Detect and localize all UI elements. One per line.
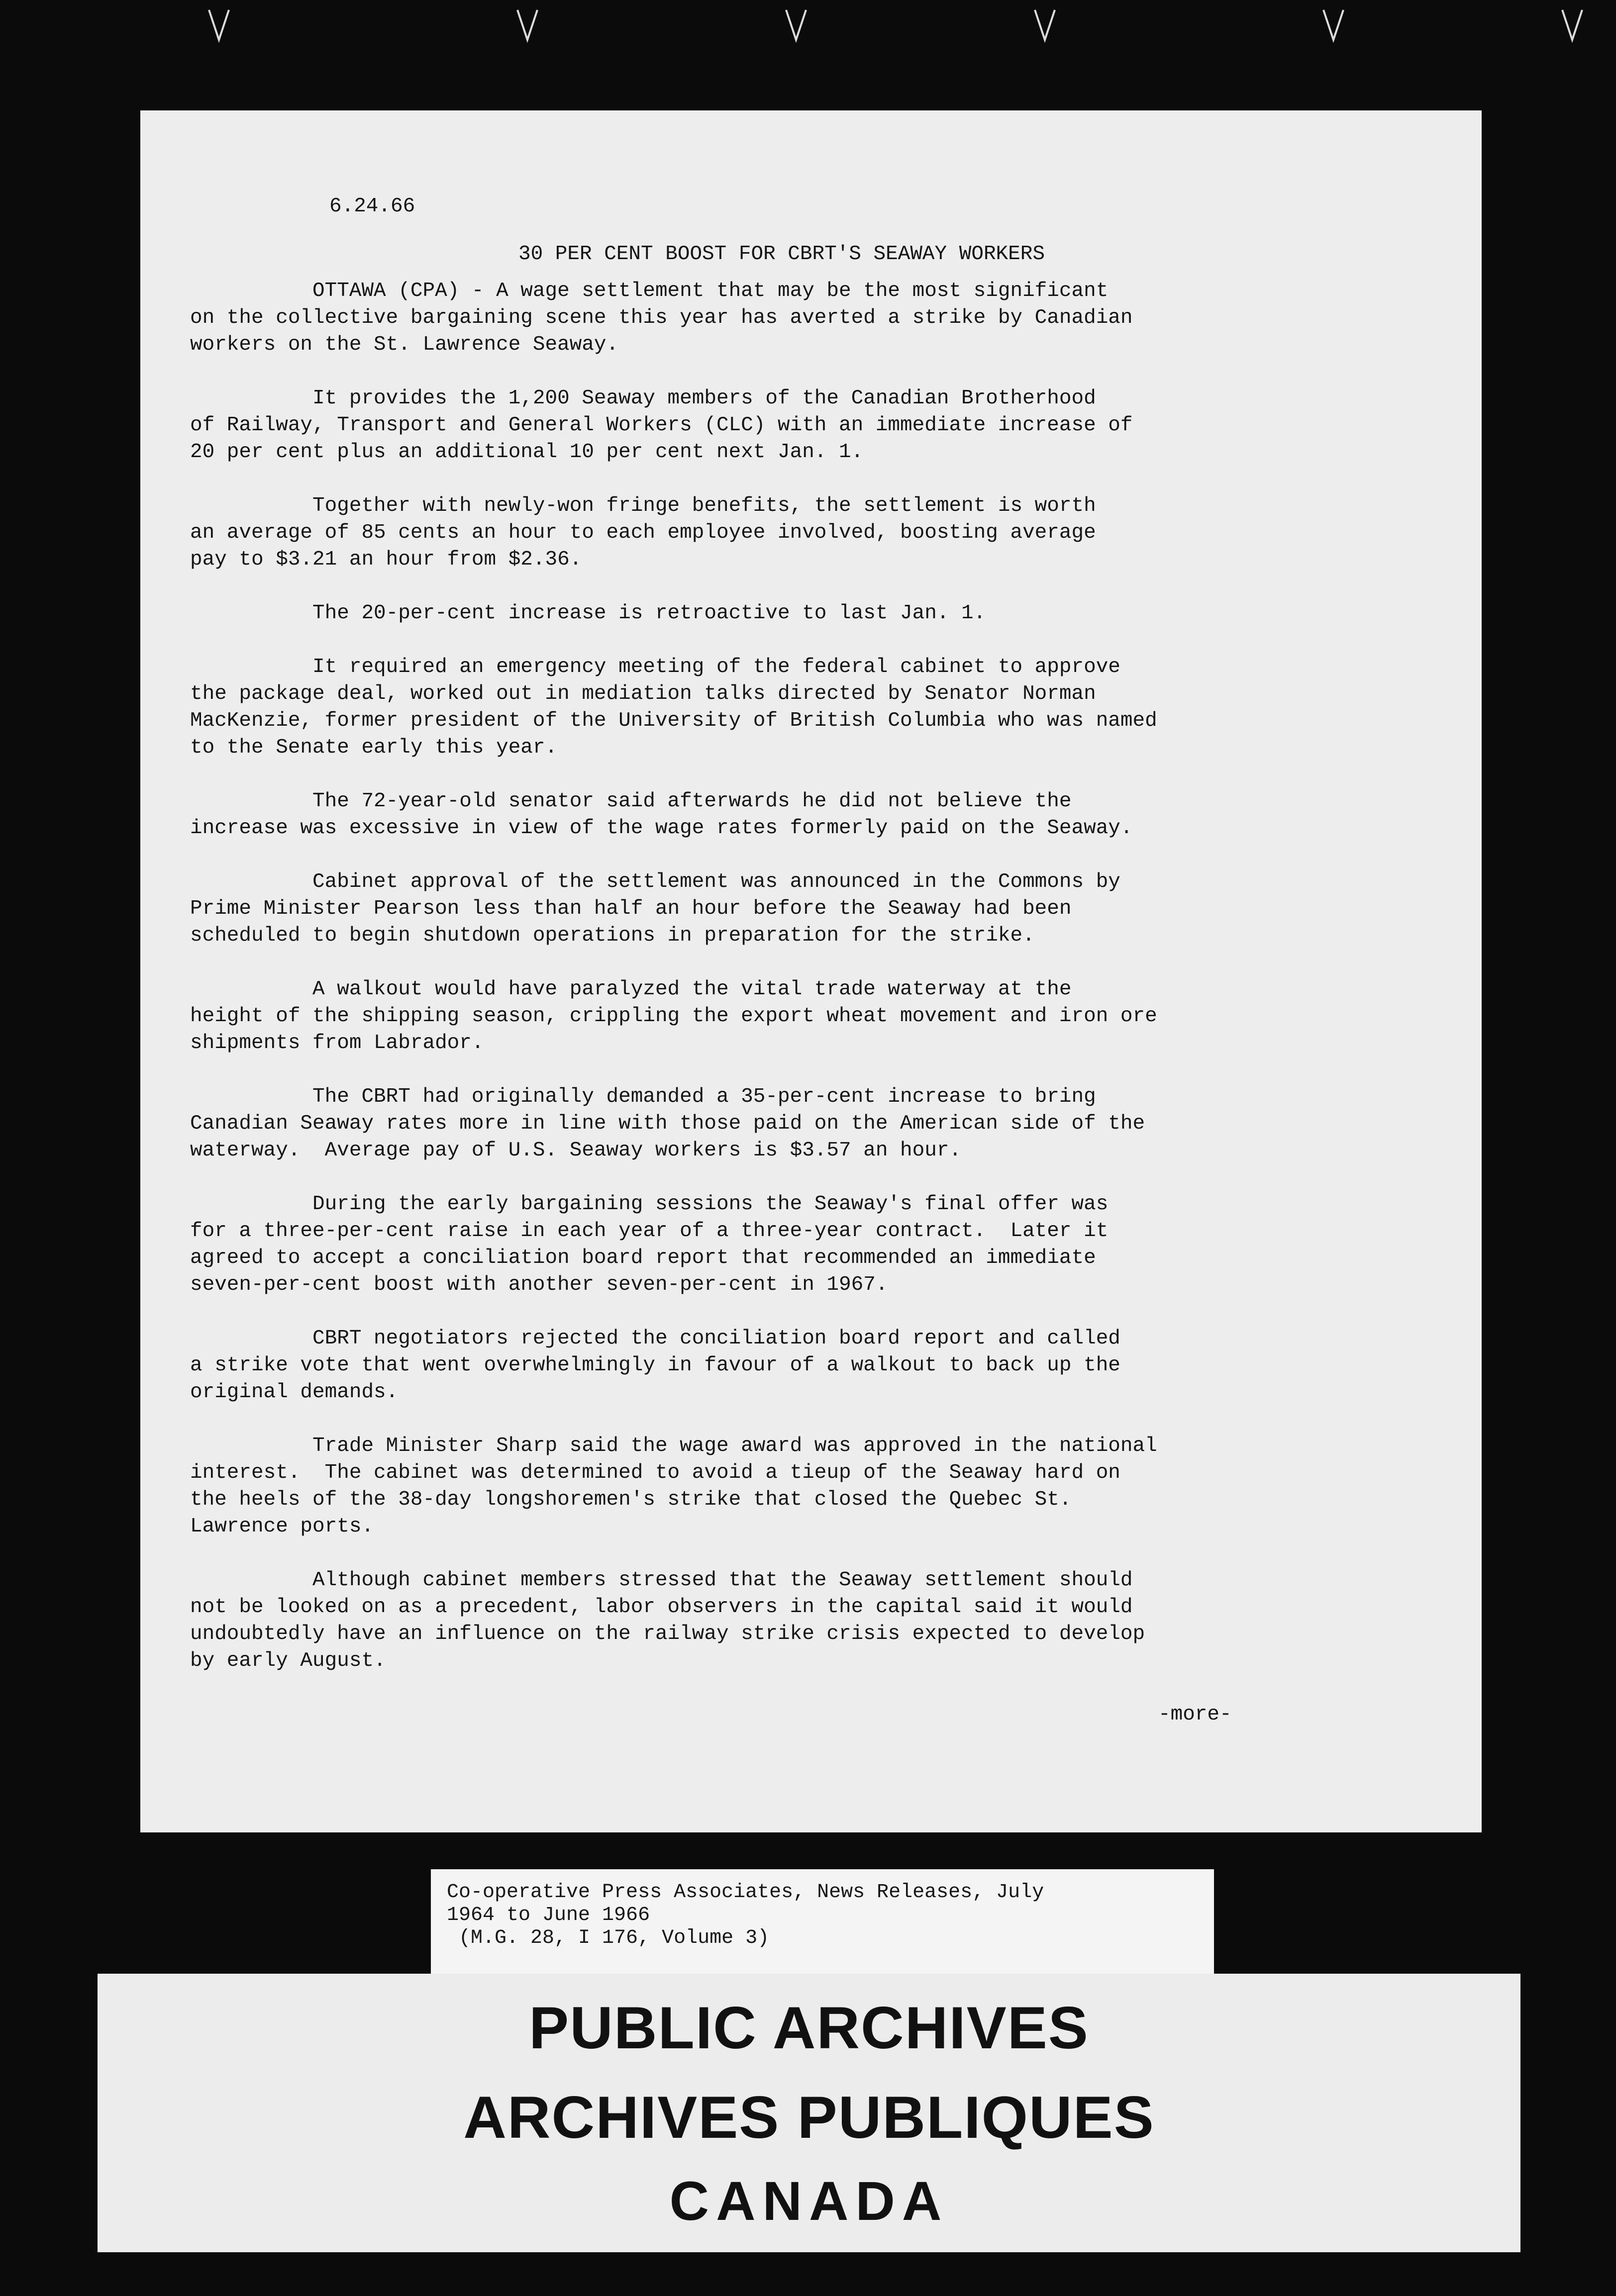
paragraph-line: OTTAWA (CPA) - A wage settlement that may be the most significant <box>190 280 1109 302</box>
paragraph-line: for a three-per-cent raise in each year of a three-year contract. Later it <box>190 1220 1109 1243</box>
paragraph-line: Trade Minister Sharp said the wage award was approved in the national <box>190 1435 1157 1457</box>
paragraph-line: not be looked on as a precedent, labor observers in the capital said it would <box>190 1596 1133 1619</box>
paragraph-line: scheduled to begin shutdown operations in preparation for the strike. <box>190 924 1035 947</box>
release-date: 6.24.66 <box>329 195 415 218</box>
paragraph-line: seven-per-cent boost with another seven-per-cent in 1967. <box>190 1273 888 1296</box>
reference-line: 1964 to June 1966 <box>447 1904 650 1926</box>
paragraph <box>190 1567 1414 1674</box>
stamp-line-public-archives: PUBLIC ARCHIVES <box>529 1995 1089 2061</box>
press-release-body <box>190 193 1414 1728</box>
paragraph <box>190 492 1414 573</box>
paragraph-line: Although cabinet members stressed that the Seaway settlement should <box>190 1569 1133 1592</box>
stamp-line-canada: CANADA <box>669 2171 949 2232</box>
paragraph-line: to the Senate early this year. <box>190 736 558 759</box>
paragraphs <box>190 278 1414 1674</box>
paragraph-line: The 72-year-old senator said afterwards he did not believe the <box>190 790 1072 813</box>
paragraph-line: workers on the St. Lawrence Seaway. <box>190 333 619 356</box>
paragraph-line: increase was excessive in view of the wage rates formerly paid on the Seaway. <box>190 817 1133 840</box>
paragraph-line: undoubtedly have an influence on the railway strike crisis expected to develop <box>190 1623 1145 1645</box>
reference-line: Co-operative Press Associates, News Releases, July <box>447 1881 1044 1904</box>
paragraph-line: the package deal, worked out in mediation talks directed by Senator Norman <box>190 682 1096 705</box>
paragraph-line: A walkout would have paralyzed the vital trade waterway at the <box>190 978 1072 1001</box>
paragraph-line: shipments from Labrador. <box>190 1032 484 1054</box>
paragraph-line: waterway. Average pay of U.S. Seaway workers is $3.57 an hour. <box>190 1139 962 1162</box>
paragraph <box>190 1433 1414 1540</box>
paragraph-line: the heels of the 38-day longshoremen's strike that closed the Quebec St. <box>190 1488 1072 1511</box>
paragraph-line: The 20-per-cent increase is retroactive to last Jan. 1. <box>190 602 986 625</box>
paragraph <box>190 976 1414 1056</box>
archive-stamp <box>98 1974 1520 2252</box>
stamp-line-archives-publiques: ARCHIVES PUBLIQUES <box>463 2084 1155 2151</box>
paragraph-line: It required an emergency meeting of the federal cabinet to approve <box>190 656 1120 678</box>
paragraph <box>190 1191 1414 1298</box>
reference-card <box>431 1869 1214 1976</box>
paragraph <box>190 788 1414 842</box>
paragraph-line: on the collective bargaining scene this year has averted a strike by Canadian <box>190 306 1133 329</box>
paragraph-line: pay to $3.21 an hour from $2.36. <box>190 548 582 571</box>
paragraph-line: Together with newly-won fringe benefits, the settlement is worth <box>190 494 1096 517</box>
paragraph-line: Cabinet approval of the settlement was announced in the Commons by <box>190 870 1120 893</box>
paragraph-line: It provides the 1,200 Seaway members of the Canadian Brotherhood <box>190 387 1096 410</box>
paragraph-line: Prime Minister Pearson less than half an hour before the Seaway had been <box>190 897 1072 920</box>
headline: 30 PER CENT BOOST FOR CBRT'S SEAWAY WORKERS <box>518 243 1045 266</box>
paragraph <box>190 600 1414 627</box>
paragraph-line: agreed to accept a conciliation board report that recommended an immediate <box>190 1246 1096 1269</box>
paragraph <box>190 1083 1414 1164</box>
paragraph-line: Lawrence ports. <box>190 1515 374 1538</box>
paragraph-line: The CBRT had originally demanded a 35-per-cent increase to bring <box>190 1085 1096 1108</box>
paragraph-line: an average of 85 cents an hour to each employee involved, boosting average <box>190 521 1096 544</box>
paragraph <box>190 385 1414 466</box>
paragraph-line: CBRT negotiators rejected the conciliation board report and called <box>190 1327 1120 1350</box>
more-marker: -more- <box>1158 1703 1232 1726</box>
paragraph <box>190 654 1414 761</box>
reference-line: (M.G. 28, I 176, Volume 3) <box>447 1927 770 1949</box>
paragraph-line: original demands. <box>190 1381 399 1404</box>
paragraph <box>190 278 1414 358</box>
paragraph <box>190 868 1414 949</box>
paragraph-line: a strike vote that went overwhelmingly in favour of a walkout to back up the <box>190 1354 1120 1377</box>
paragraph-line: of Railway, Transport and General Workers (CLC) with an immediate increase of <box>190 414 1133 437</box>
paragraph-line: During the early bargaining sessions the Seaway's final offer was <box>190 1193 1109 1216</box>
paragraph <box>190 1325 1414 1406</box>
paragraph-line: height of the shipping season, crippling the export wheat movement and iron ore <box>190 1005 1157 1028</box>
paragraph-line: 20 per cent plus an additional 10 per cent next Jan. 1. <box>190 441 864 464</box>
paragraph-line: interest. The cabinet was determined to avoid a tieup of the Seaway hard on <box>190 1461 1120 1484</box>
film-edge-marks <box>0 0 1616 60</box>
paragraph-line: Canadian Seaway rates more in line with those paid on the American side of the <box>190 1112 1145 1135</box>
paragraph-line: MacKenzie, former president of the University of British Columbia who was named <box>190 709 1157 732</box>
paragraph-line: by early August. <box>190 1649 386 1672</box>
